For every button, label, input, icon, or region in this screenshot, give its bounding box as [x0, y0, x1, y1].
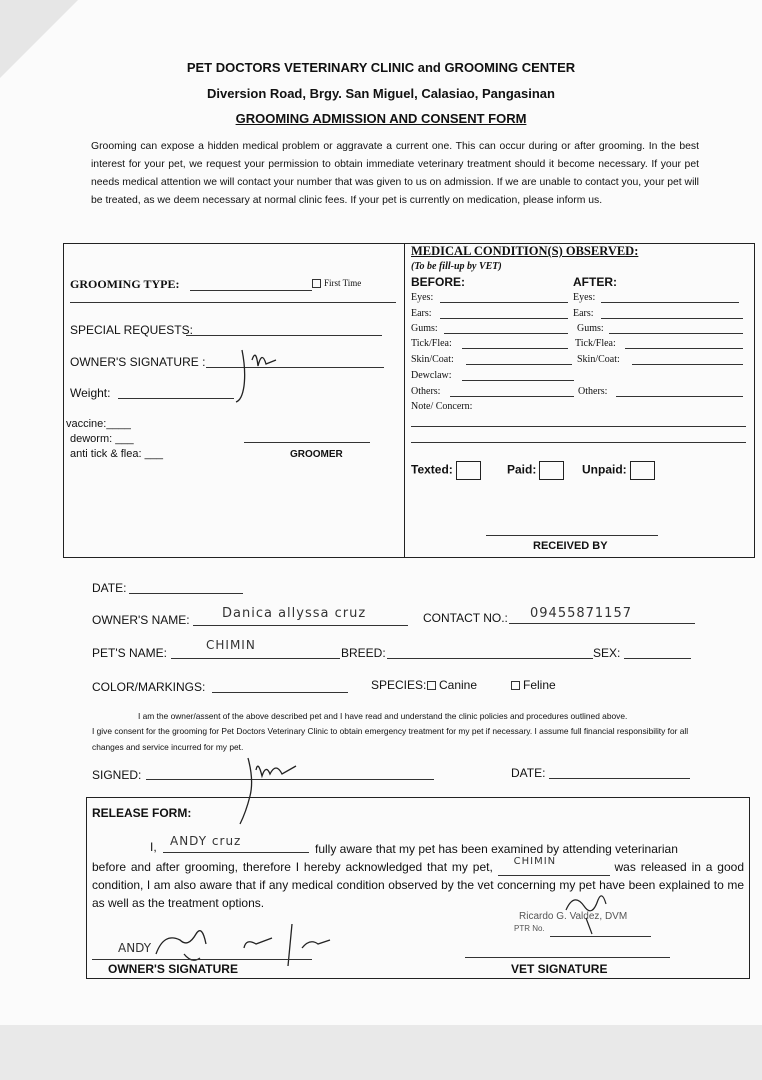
breed-label: BREED: [341, 646, 386, 660]
after-ears: Ears: [573, 308, 594, 319]
before-gums-line[interactable] [444, 333, 568, 334]
medical-subtitle: (To be fill-up by VET) [411, 261, 502, 272]
before-tick-line[interactable] [462, 348, 568, 349]
consent-text-2: I give consent for the grooming for Pet Doctors Veterinary Clinic to obtain emergency treatment for my pet if necessary. I assume full financial responsibility for all changes and service incurred for my pet. [92, 726, 689, 752]
note-line-1[interactable] [411, 426, 746, 427]
note-concern-label: Note/ Concern: [411, 401, 473, 412]
release-text-body: before and after grooming, therefore I hereby acknowledged that my pet, CHIMIN was released in a good condition, I am also aware that if any medical condition observed by the vet concerning my pet have been explained to me as well as the treatment options. [92, 858, 744, 912]
before-eyes-line[interactable] [440, 302, 568, 303]
before-others-line[interactable] [450, 396, 574, 397]
clinic-name: PET DOCTORS VETERINARY CLINIC and GROOMING CENTER [186, 60, 576, 75]
owner-signature-name: ANDY [118, 941, 152, 955]
anti-tick-field[interactable]: anti tick & flea: ___ [70, 448, 163, 460]
after-eyes: Eyes: [573, 292, 596, 303]
vet-name: Ricardo G. Valdez, DVM [519, 911, 628, 922]
color-markings-line[interactable] [212, 692, 348, 693]
before-skin-line[interactable] [466, 364, 572, 365]
consent-text-1: I am the owner/assent of the above described pet and I have read and understand the clinic policies and procedures outlined above. [138, 711, 628, 721]
weight-label: Weight: [70, 386, 111, 400]
pet-name-label: PET'S NAME: [92, 646, 167, 660]
signed-label: SIGNED: [92, 768, 142, 782]
breed-line[interactable] [387, 658, 593, 659]
dewclaw-label: Dewclaw: [411, 370, 452, 381]
consent-date-line[interactable] [549, 778, 690, 779]
unpaid-field[interactable]: Unpaid: [582, 461, 655, 480]
weight-line[interactable] [118, 398, 234, 399]
special-requests-label: SPECIAL REQUESTS: [70, 323, 193, 337]
owner-signature-scribble [232, 340, 282, 404]
after-others: Others: [578, 386, 608, 397]
dewclaw-line[interactable] [462, 380, 574, 381]
grooming-type-line[interactable] [190, 290, 312, 291]
date-label: DATE: [92, 581, 127, 595]
owner-date-value [240, 932, 245, 933]
vet-signature-scribble [562, 888, 622, 938]
after-skin-line[interactable] [632, 364, 743, 365]
column-divider [404, 243, 405, 557]
owner-name-line[interactable] [193, 625, 408, 626]
pet-name-value[interactable]: CHIMIN [206, 638, 256, 652]
clinic-address: Diversion Road, Brgy. San Miguel, Calasiao, Pangasinan [207, 86, 555, 101]
contact-line[interactable] [509, 623, 695, 624]
owner-release-signature-line[interactable] [92, 959, 312, 960]
after-tick-line[interactable] [625, 348, 743, 349]
sex-label: SEX: [593, 646, 621, 660]
first-time-checkbox[interactable]: First Time [312, 278, 361, 288]
release-text-1a: fully aware that my pet has been examined by attending veterinarian [315, 842, 678, 856]
note-line-2[interactable] [411, 442, 746, 443]
paid-field[interactable]: Paid: [507, 461, 564, 480]
species-label: SPECIES: [371, 678, 427, 692]
ptr-label: PTR No. [514, 924, 545, 933]
owner-release-signature-scribble [96, 918, 356, 968]
release-pet-value[interactable]: CHIMIN [513, 856, 557, 867]
vet-signature-label: VET SIGNATURE [511, 962, 608, 976]
before-tick: Tick/Flea: [411, 338, 452, 349]
before-others: Others: [411, 386, 441, 397]
vaccine-field[interactable]: vaccine:____ [66, 418, 131, 430]
received-by-label: RECEIVED BY [533, 540, 608, 552]
owner-name-value[interactable]: Danica allyssa cruz [222, 606, 367, 621]
before-eyes: Eyes: [411, 292, 434, 303]
pet-name-line[interactable] [171, 658, 340, 659]
texted-field[interactable]: Texted: [411, 461, 481, 480]
owner-signature-label: OWNER'S SIGNATURE [108, 962, 238, 976]
special-requests-line[interactable] [186, 335, 382, 336]
release-name-line[interactable] [163, 852, 309, 853]
owner-name-label: OWNER'S NAME: [92, 613, 190, 627]
before-skin: Skin/Coat: [411, 354, 454, 365]
groomer-label: GROOMER [290, 449, 343, 460]
before-ears: Ears: [411, 308, 432, 319]
vet-signature-line[interactable] [465, 957, 670, 958]
medical-title: MEDICAL CONDITION(S) OBSERVED: [411, 244, 639, 258]
color-markings-label: COLOR/MARKINGS: [92, 680, 206, 694]
owner-signature-label: OWNER'S SIGNATURE : [70, 355, 206, 369]
grooming-type-label: GROOMING TYPE: [70, 277, 180, 291]
groomer-line[interactable] [244, 442, 370, 443]
before-gums: Gums: [411, 323, 438, 334]
after-gums-line[interactable] [609, 333, 743, 334]
consent-date-label: DATE: [511, 766, 546, 780]
contact-label: CONTACT NO.: [423, 611, 508, 625]
after-others-line[interactable] [616, 396, 743, 397]
after-eyes-line[interactable] [601, 302, 739, 303]
sex-line[interactable] [624, 658, 691, 659]
contact-value[interactable]: 09455871157 [530, 606, 632, 621]
after-ears-line[interactable] [601, 318, 743, 319]
date-line[interactable] [129, 593, 243, 594]
before-heading: BEFORE: [411, 275, 465, 289]
grooming-type-line-2 [70, 302, 396, 303]
intro-paragraph: Grooming can expose a hidden medical problem or aggravate a current one. This can occur during or after grooming. In the best interest for your pet, we request your permission to obtain immediate veterinary treatment should it become necessary. If your pet needs medical attention we will contact your number that was given to us on admission. If we are unable to contact you, your pet will be treated, as we deem necessary at normal clinic fees. If your pet is currently on medication, please inform us. [91, 141, 699, 206]
feline-option[interactable]: Feline [511, 678, 556, 692]
canine-option[interactable]: Canine [427, 678, 477, 692]
release-name-value[interactable]: ANDY cruz [170, 834, 242, 848]
after-gums: Gums: [577, 323, 604, 334]
release-title: RELEASE FORM: [92, 806, 192, 820]
after-tick: Tick/Flea: [575, 338, 616, 349]
release-i: I, [150, 840, 157, 854]
deworm-field[interactable]: deworm: ___ [70, 433, 134, 445]
after-heading: AFTER: [573, 275, 617, 289]
after-skin: Skin/Coat: [577, 354, 620, 365]
received-by-line[interactable] [486, 535, 658, 536]
before-ears-line[interactable] [440, 318, 568, 319]
form-title: GROOMING ADMISSION AND CONSENT FORM [235, 111, 527, 126]
